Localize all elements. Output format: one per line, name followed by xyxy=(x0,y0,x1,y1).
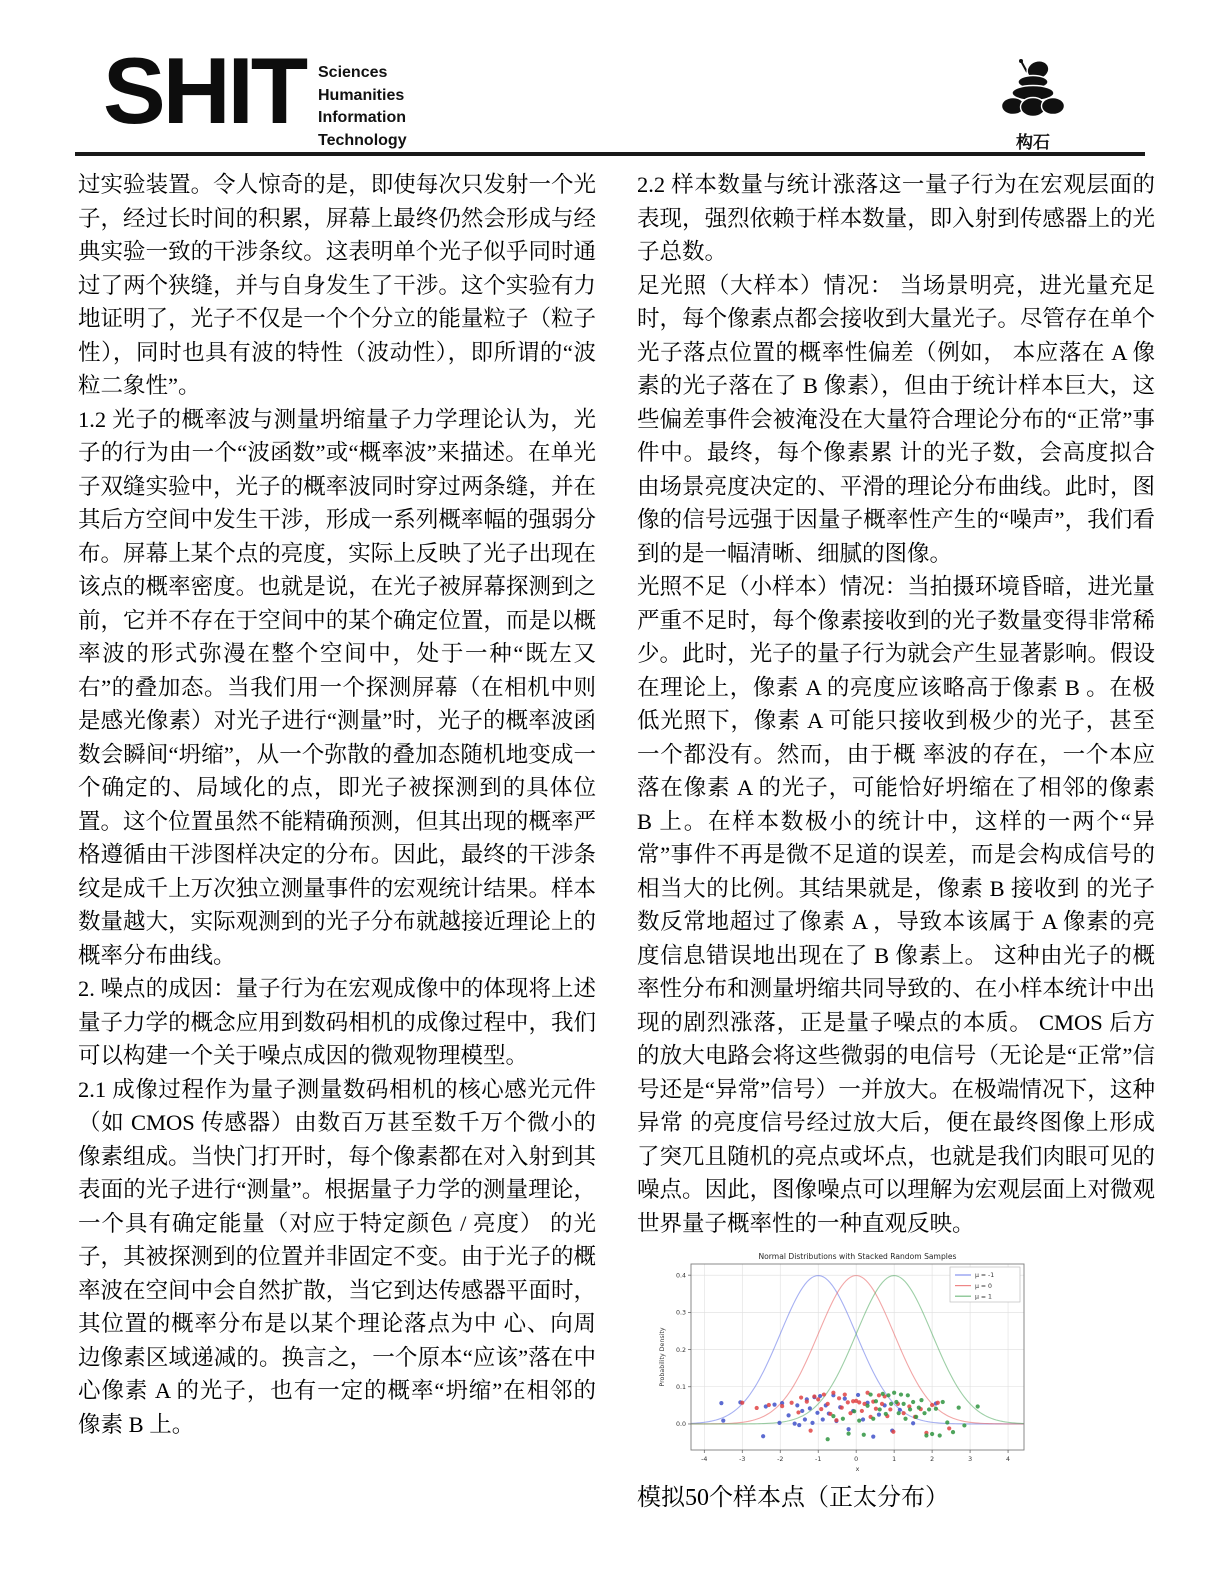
svg-text:0.1: 0.1 xyxy=(675,1383,686,1391)
svg-text:Normal Distributions with Stac: Normal Distributions with Stacked Random Samples xyxy=(758,1252,957,1261)
figure-chart xyxy=(655,1250,1035,1482)
svg-text:μ = 0: μ = 0 xyxy=(975,1282,992,1290)
svg-text:1: 1 xyxy=(892,1456,897,1463)
svg-text:0.4: 0.4 xyxy=(675,1272,686,1280)
paragraph: 2.1 成像过程作为量子测量数码相机的核心感光元件（如 CMOS 传感器）由数百万甚至数千万个微小的像素组成。当快门打开时，每个像素都在对入射到其表面的光子进行“测量”。根据量子力学的测量理论，一个具有确定能量（对应于特定颜色 / 亮度） 的光子，其被探测到的位置并非固定不变。由于光子的概率波在空间中会自然扩散，当它到达传感器平面时，其位置的概率分布是以某个理论落点为中 心、向周边像素区域递减的。换言之，一个原本“应该”落在中心像素 A 的光子，也有一定的概率“坍缩”在相邻的像素 B 上。 xyxy=(78,1076,596,1437)
header-wordmark: SHIT xyxy=(103,38,306,143)
rock-stack-icon xyxy=(999,109,1067,126)
figure xyxy=(655,1250,1035,1482)
tagline-line-sciences: Sciences xyxy=(318,64,388,81)
svg-text:0.0: 0.0 xyxy=(675,1421,686,1429)
svg-text:x: x xyxy=(855,1466,860,1473)
svg-text:0.3: 0.3 xyxy=(675,1309,686,1317)
column-left xyxy=(78,168,596,1441)
paragraph: 1.2 光子的概率波与测量坍缩量子力学理论认为，光子的行为由一个“波函数”或“概率波”来描述。在单光子双缝实验中，光子的概率波同时穿过两条缝，并在其后方空间中发生干涉，形成一系列概率幅的强弱分布。屏幕上某个点的亮度，实际上反映了光子出现在该点的概率密度。也就是说，在光子被屏幕探测到之前，它并不存在于空间中的某个确定位置，而是以概率波的形式弥漫在整个空间中，处于一种“既左又右”的叠加态。当我们用一个探测屏幕（在相机中则是感光像素）对光子进行“测量”时，光子的概率波函数会瞬间“坍缩”，从一个弥散的叠加态随机地变成一个确定的、局域化的点，即光子被探测到的具体位置。这个位置虽然不能精确预测，但其出现的概率严格遵循由干涉图样决定的分布。因此，最终的干涉条 纹是成千上万次独立测量事件的宏观统计结果。样本数量越大，实际观测到的光子分布就越接近理论上的概率分布曲线。 xyxy=(78,406,596,968)
tagline-line-humanities: Humanities xyxy=(318,86,405,104)
svg-text:μ = -1: μ = -1 xyxy=(975,1272,995,1280)
svg-text:2: 2 xyxy=(930,1456,935,1463)
svg-text:Probability Density: Probability Density xyxy=(659,1327,666,1387)
header-rule xyxy=(75,152,1145,156)
figure-caption: 模拟50个样本点（正太分布） xyxy=(637,1485,949,1511)
paragraph: 2.2 样本数量与统计涨落这一量子行为在宏观层面的表现，强烈依赖于样本数量，即入射到传感器上的光子总数。 xyxy=(637,172,1155,264)
header-tagline xyxy=(318,62,407,152)
publisher-logo-label: 构石 xyxy=(1016,133,1050,152)
svg-text:4: 4 xyxy=(1006,1456,1011,1463)
paragraph: 过实验装置。令人惊奇的是，即使每次只发射一个光子，经过长时间的积累，屏幕上最终仍然会形成与经典实验一致的干涉条纹。这表明单个光子似乎同时通过了两个狭缝，并与自身发生了干涉。这个实验有力地证明了，光子不仅是一个个分立的能量粒子（粒子性），同时也具有波的特性（波动性），即所谓的“波 粒二象性”。 xyxy=(78,172,596,398)
publisher-logo xyxy=(998,58,1068,153)
svg-text:-3: -3 xyxy=(739,1456,746,1463)
svg-text:0: 0 xyxy=(854,1456,859,1463)
paragraph: 足光照（大样本）情况： 当场景明亮，进光量充足时，每个像素点都会接收到大量光子。尽管存在单个光子落点位置的概率性偏差（例如， 本应落在 A 像素的光子落在了 B 像素），但由于统计样本巨大，这些偏差事件会被淹没在大量符合理论分布的“正常”事件中。最终，每个像素累 计的光子数，会高度拟合由场景亮度决定的、平滑的理论分布曲线。此时，图像的信号远强于因量子概率性产生的“噪声”，我们看到的是一幅清晰、细腻的图像。 xyxy=(637,272,1155,566)
paragraph: 光照不足（小样本）情况：当拍摄环境昏暗，进光量严重不足时，每个像素接收到的光子数量变得非常稀少。此时，光子的量子行为就会产生显著影响。假设在理论上，像素 A 的亮度应该略高于像素 B 。在极低光照下，像素 A 可能只接收到极少的光子，甚至一个都没有。然而，由于概 率波的存在，一个本应落在像素 A 的光子，可能恰好坍缩在了相邻的像素 B 上。在样本数极小的统计中，这样的一两个“异常”事件不再是微不足道的误差，而是会构成信号的相当大的比例。其结果就是，像素 B 接收到 的光子数反常地超过了像素 A ，导致本该属于 A 像素的亮度信息错误地出现在了 B 像素上。 这种由光子的概率性分布和测量坍缩共同导致的、在小样本统计中出现的剧烈涨落，正是量子噪点的本质。 CMOS 后方的放大电路会将这些微弱的电信号（无论是“正常”信号还是“异常”信号）一并放大。在极端情况下，这种异常 的亮度信号经过放大后，便在最终图像上形成了突兀且随机的亮点或坏点，也就是我们肉眼可见的噪点。因此，图像噪点可以理解为宏观层面上对微观世界量子概率性的一种直观反映。 xyxy=(637,574,1155,1236)
svg-text:-4: -4 xyxy=(701,1456,708,1463)
svg-text:0.2: 0.2 xyxy=(675,1346,686,1354)
svg-text:-2: -2 xyxy=(777,1456,784,1463)
paragraph: 2. 噪点的成因：量子行为在宏观成像中的体现将上述量子力学的概念应用到数码相机的成像过程中，我们可以构建一个关于噪点成因的微观物理模型。 xyxy=(78,976,596,1068)
tagline-line-technology: Technology xyxy=(318,131,407,149)
column-right xyxy=(637,168,1155,1514)
svg-text:-1: -1 xyxy=(815,1456,822,1463)
svg-text:3: 3 xyxy=(968,1456,973,1463)
tagline-line-information: Information xyxy=(318,109,406,126)
svg-text:μ = 1: μ = 1 xyxy=(975,1293,992,1301)
